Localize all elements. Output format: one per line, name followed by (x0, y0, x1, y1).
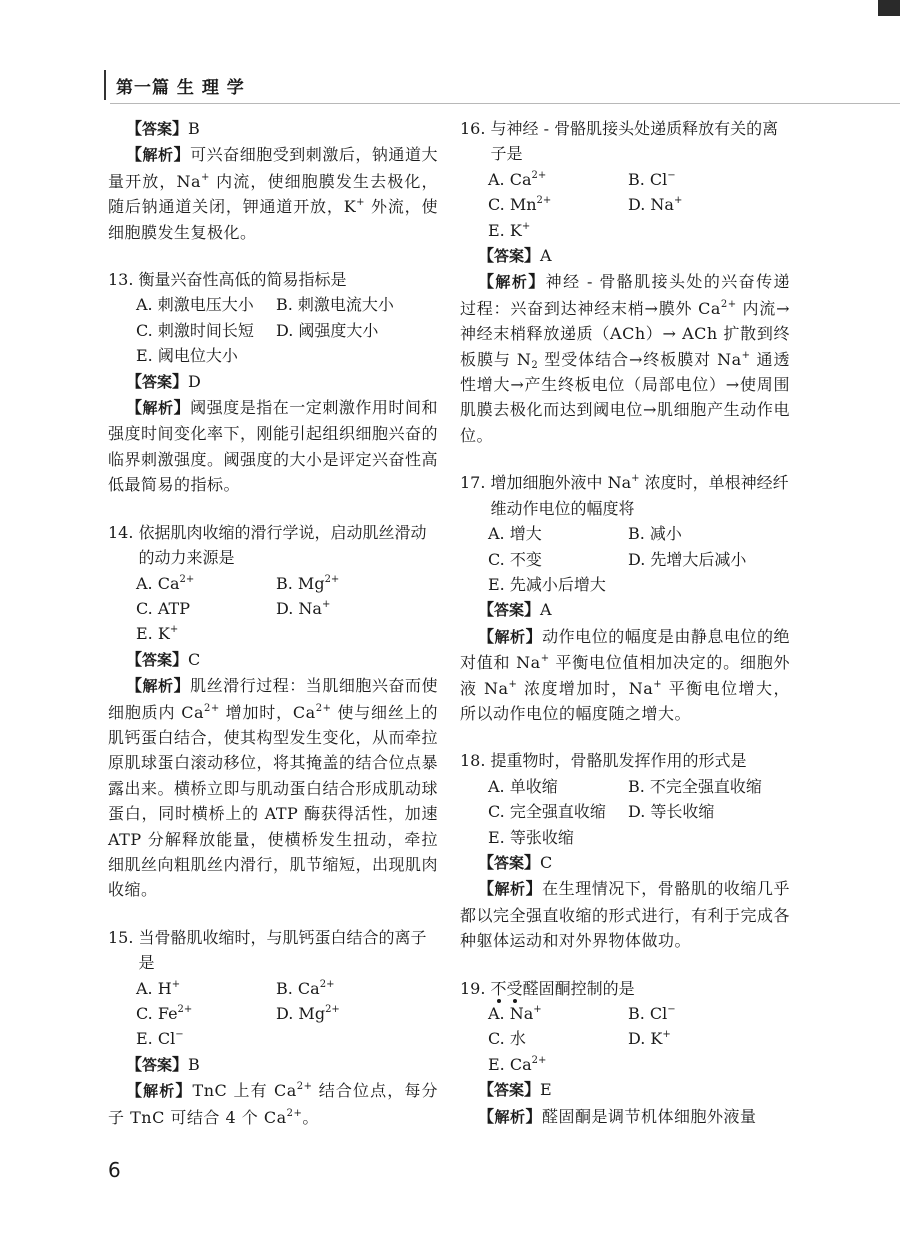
option-a: A. 增大 (488, 524, 542, 544)
option-a: A. H+ (136, 978, 181, 998)
option-d: D. $Mg^{2+}$ (276, 1004, 340, 1023)
option-d: D. K+ (628, 1029, 671, 1049)
option-a: A. $Ca^{2+}$ (136, 573, 195, 593)
q17-analysis: 【解析】动作电位的幅度是由静息电位的绝对值和 Na+ 平衡电位值相加决定的。细胞外液 Na+ 浓度增加时，Na+ 平衡电位增大，所以动作电位的幅度随之增大。 (460, 626, 790, 723)
q18-analysis: 【解析】在生理情况下，骨骼肌的收缩几乎都以完全强直收缩的形式进行，有利于完成各种躯体运动和对外界物体做功。 (460, 879, 791, 951)
q13-options (108, 292, 438, 368)
q14-stem: 14. 依据肌肉收缩的滑行学说，启动肌丝滑动的动力来源是 (108, 522, 427, 568)
option-d: D. 等长收缩 (628, 802, 715, 822)
q16-analysis: 【解析】神经 - 骨骼肌接头处的兴奋传递过程：兴奋到达神经末梢→膜外 $Ca^{2+}$ 内流→神经末梢释放递质（ACh）→ ACh 扩散到终板膜与 $N_2$ 型受体结合→终板膜对 Na+ 通透性增大→产生终板电位（局部电位）→使周围肌膜去极化而达到阈电位→肌细胞产生动作电位。 (460, 272, 790, 445)
option-c: C. 完全强直收缩 (488, 802, 606, 822)
option-c: C. 刺激时间长短 (136, 320, 254, 340)
option-b: B. 减小 (628, 524, 682, 544)
option-e: E. 等张收缩 (488, 827, 574, 847)
option-d: D. 阈强度大小 (276, 320, 379, 340)
q18-answer: 【答案】C (478, 852, 553, 872)
page-corner-mark (878, 0, 900, 16)
option-e: E. $Ca^{2+}$ (488, 1054, 547, 1074)
header-bar (104, 70, 106, 100)
option-e: E. K+ (136, 624, 179, 644)
option-e: E. 阈电位大小 (136, 346, 238, 366)
q18-options (460, 774, 790, 850)
q13-answer: 【答案】D (126, 371, 201, 391)
option-c: C. 不变 (488, 549, 542, 569)
option-c: C. $Fe^{2+}$ (136, 1004, 193, 1023)
option-b: B. 不完全强直收缩 (628, 776, 762, 796)
q16-answer: 【答案】A (478, 246, 552, 266)
q12-answer: 【答案】B (126, 119, 200, 138)
page-number: 6 (108, 1158, 121, 1182)
q17-stem: 17. 增加细胞外液中 Na+ 浓度时，单根神经纤维动作电位的幅度将 (460, 473, 789, 518)
header-title: 第一篇 生 理 学 (116, 77, 245, 98)
option-a: A. $Ca^{2+}$ (488, 169, 547, 189)
q12-analysis: 【解析】可兴奋细胞受到刺激后，钠通道大量开放，Na+ 内流，使细胞膜发生去极化，随后钠通道关闭，钾通道开放，K+ 外流，使细胞膜发生复极化。 (108, 145, 438, 242)
right-column (460, 116, 790, 1130)
left-column (108, 116, 438, 1130)
q19-answer: 【答案】E (478, 1080, 552, 1100)
option-a: A. 单收缩 (488, 776, 558, 796)
option-b: B. $Ca^{2+}$ (276, 978, 335, 998)
emphasis-dot: 不 (490, 978, 507, 998)
option-b: B. 刺激电流大小 (276, 295, 394, 315)
option-d: D. 先增大后减小 (628, 549, 747, 569)
option-c: C. $Mn^{2+}$ (488, 195, 552, 215)
emphasis-dot: 受 (506, 978, 523, 998)
q13-stem: 13. 衡量兴奋性高低的简易指标是 (108, 270, 347, 290)
q19-options (460, 1001, 790, 1077)
option-c: C. 水 (488, 1029, 526, 1049)
q14-options (108, 571, 438, 647)
q13-analysis: 【解析】阈强度是指在一定刺激作用时间和强度时间变化率下，刚能引起组织细胞兴奋的临界刺激强度。阈强度的大小是评定兴奋性高低最简易的指标。 (108, 398, 439, 495)
header-rule (110, 103, 900, 104)
q14-answer: 【答案】C (126, 649, 201, 669)
q17-answer: 【答案】A (478, 600, 552, 620)
option-d: D. Na+ (276, 598, 331, 618)
option-e: E. Cl− (136, 1029, 184, 1049)
option-d: D. Na+ (628, 195, 683, 215)
option-a: A. 刺激电压大小 (136, 295, 254, 315)
q18-stem: 18. 提重物时，骨骼肌发挥作用的形式是 (460, 751, 747, 771)
q15-stem: 15. 当骨骼肌收缩时，与肌钙蛋白结合的离子是 (108, 927, 427, 973)
option-b: B. Cl− (628, 169, 676, 189)
q19-stem: 19. 不受醛固酮控制的是 (460, 978, 635, 998)
q16-options (460, 167, 790, 243)
option-a: A. Na+ (488, 1004, 542, 1023)
option-c: C. ATP (136, 598, 190, 618)
page-header (104, 68, 245, 102)
option-b: B. Cl− (628, 1004, 676, 1023)
option-b: B. $Mg^{2+}$ (276, 573, 340, 593)
q15-answer: 【答案】B (126, 1054, 200, 1074)
q15-options (108, 976, 438, 1052)
q17-options (460, 521, 790, 597)
option-e: E. K+ (488, 220, 531, 240)
q14-analysis: 【解析】肌丝滑行过程：当肌细胞兴奋而使细胞质内 $Ca^{2+}$ 增加时，$Ca^{2+}$ 使与细丝上的肌钙蛋白结合，使其构型发生变化，从而牵拉原肌球蛋白滚动移位，将其掩盖的结合位点暴露出来。横桥立即与肌动蛋白结合形成肌动球蛋白，同时横桥上的 ATP 酶获得活性，加速 ATP 分解释放能量，使横桥发生扭动，牵拉细肌丝向粗肌丝内滑行，肌节缩短，出现肌肉收缩。 (108, 676, 439, 900)
q16-stem: 16. 与神经 - 骨骼肌接头处递质释放有关的离子是 (460, 119, 779, 164)
q19-analysis: 【解析】醛固酮是调节机体细胞外液量 (478, 1106, 757, 1126)
option-e: E. 先减小后增大 (488, 574, 606, 594)
q15-analysis: 【解析】TnC 上有 $Ca^{2+}$ 结合位点，每分子 TnC 可结合 4 个 $Ca^{2+}$。 (108, 1081, 438, 1127)
